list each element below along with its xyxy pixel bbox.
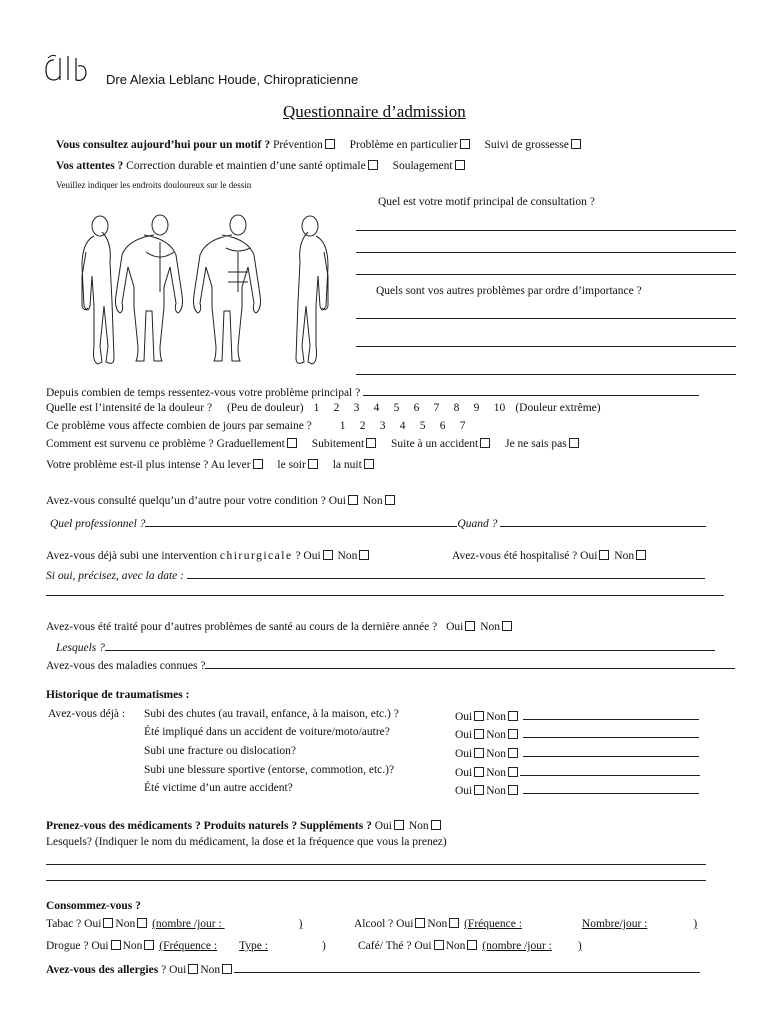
checkbox-trauma1-oui[interactable]	[474, 711, 484, 721]
consult-row: Avez-vous consulté quelqu’un d’autre pour votre condition ? Oui Non	[46, 495, 397, 507]
treated-row: Avez-vous été traité pour d’autres problèmes de santé au cours de la dernière année ? Oui Non	[46, 621, 514, 633]
checkbox-trauma4-non[interactable]	[508, 767, 518, 777]
allergies-row: Avez-vous des allergies ? Oui Non	[46, 961, 700, 976]
checkbox-correction[interactable]	[368, 160, 378, 170]
checkbox-trauma2-non[interactable]	[508, 729, 518, 739]
checkbox-trauma5-oui[interactable]	[474, 785, 484, 795]
logo-icon	[44, 52, 96, 84]
checkbox-hospital-non[interactable]	[636, 550, 646, 560]
onset-row: Comment est survenu ce problème ? Graduellement Subitement Suite à un accident Je ne sais pas	[46, 438, 581, 450]
precise-input[interactable]	[187, 567, 705, 579]
checkbox-consult-oui[interactable]	[348, 495, 358, 505]
page-title: Questionnaire d’admission	[283, 102, 466, 121]
days-4[interactable]: 4	[399, 420, 406, 432]
answer-line-1[interactable]	[356, 230, 736, 231]
intensity-6[interactable]: 6	[413, 402, 420, 414]
checkbox-surgery-oui[interactable]	[323, 550, 333, 560]
figure-back-icon	[116, 215, 183, 361]
figure-front-icon	[194, 215, 261, 361]
days-6[interactable]: 6	[439, 420, 446, 432]
trauma-answer: Oui Non	[455, 708, 699, 723]
trauma-answer: Oui Non	[455, 726, 699, 741]
drogue-type-input[interactable]	[268, 940, 322, 952]
precise-line-2[interactable]	[46, 595, 724, 596]
professional-row: Quel professionnel ? Quand ?	[50, 515, 706, 530]
checkbox-trauma3-oui[interactable]	[474, 748, 484, 758]
answer-line-2[interactable]	[356, 252, 736, 253]
trauma-prefix: Avez-vous déjà :	[48, 708, 126, 720]
drogue-row: Drogue ? Oui Non (Fréquence : Type : )	[46, 940, 326, 952]
checkbox-prevention[interactable]	[325, 139, 335, 149]
alcool-freq-input[interactable]	[522, 918, 582, 930]
intensity-7[interactable]: 7	[433, 402, 440, 414]
trauma-heading: Historique de traumatismes :	[46, 689, 190, 701]
trauma-item: Subi une fracture ou dislocation?	[144, 745, 297, 757]
checkbox-trauma2-oui[interactable]	[474, 729, 484, 739]
drogue-freq-input[interactable]	[217, 940, 239, 952]
days-5[interactable]: 5	[419, 420, 426, 432]
trauma-answer: Oui Non	[455, 782, 699, 797]
checkbox-tabac-non[interactable]	[137, 918, 147, 928]
clinic-name: Dre Alexia Leblanc Houde, Chiropraticienne	[106, 72, 359, 87]
intensity-row: Quelle est l’intensité de la douleur ? (Peu de douleur) 1 2 3 4 5 6 7 8 9 10 (Douleur extrême)	[46, 402, 601, 414]
checkbox-accident[interactable]	[480, 438, 490, 448]
checkbox-subitement[interactable]	[366, 438, 376, 448]
checkbox-alcool-non[interactable]	[449, 918, 459, 928]
trauma-item: Été victime d’un autre accident?	[144, 782, 293, 794]
lesquels-row: Lesquels ?	[56, 639, 715, 654]
meds-line-2[interactable]	[46, 880, 706, 881]
meds-sub: Lesquels? (Indiquer le nom du médicament, la dose et la fréquence que vous la prenez)	[46, 836, 447, 848]
lesquels-input[interactable]	[105, 639, 715, 651]
motif-row: Vous consultez aujourd’hui pour un motif ? Prévention Problème en particulier Suivi de grossesse	[56, 139, 583, 151]
allergies-input[interactable]	[234, 961, 700, 973]
checkbox-trauma1-non[interactable]	[508, 711, 518, 721]
checkbox-treated-non[interactable]	[502, 621, 512, 631]
trauma-item: Été impliqué dans un accident de voiture/moto/autre?	[144, 726, 390, 738]
intensity-5[interactable]: 5	[393, 402, 400, 414]
checkbox-treated-oui[interactable]	[465, 621, 475, 631]
checkbox-alcool-oui[interactable]	[415, 918, 425, 928]
cafe-input[interactable]	[552, 940, 578, 952]
surgery-row: Avez-vous déjà subi une intervention chirurgicale ? Oui Non	[46, 550, 371, 562]
answer-line-3[interactable]	[356, 274, 736, 275]
cafe-row: Café/ Thé ? Oui Non (nombre /jour : )	[358, 940, 582, 952]
alcool-nb-input[interactable]	[647, 918, 693, 930]
since-input[interactable]	[363, 384, 699, 396]
figure-side-left-icon	[82, 216, 114, 364]
checkbox-graduellement[interactable]	[287, 438, 297, 448]
checkbox-trauma4-oui[interactable]	[474, 767, 484, 777]
meds-row: Prenez-vous des médicaments ? Produits naturels ? Suppléments ? Oui Non	[46, 820, 443, 832]
diagram-note: Veuillez indiquer les endroits douloureux sur le dessin	[56, 180, 252, 190]
intensity-2[interactable]: 2	[333, 402, 340, 414]
checkbox-allergies-non[interactable]	[222, 964, 232, 974]
checkbox-meds-oui[interactable]	[394, 820, 404, 830]
intensity-4[interactable]: 4	[373, 402, 380, 414]
body-diagram[interactable]	[76, 212, 338, 374]
tabac-row: Tabac ? Oui Non (nombre /jour : )	[46, 918, 303, 930]
intensity-3[interactable]: 3	[353, 402, 360, 414]
answer-line-4[interactable]	[356, 318, 736, 319]
checkbox-hospital-oui[interactable]	[599, 550, 609, 560]
tabac-input[interactable]	[225, 918, 299, 930]
trauma5-input[interactable]	[523, 782, 699, 794]
checkbox-au-lever[interactable]	[253, 459, 263, 469]
intensity-8[interactable]: 8	[453, 402, 460, 414]
trauma-item: Subi des chutes (au travail, enfance, à la maison, etc.) ?	[144, 708, 399, 720]
intensity-1[interactable]: 1	[313, 402, 320, 414]
checkbox-trauma5-non[interactable]	[508, 785, 518, 795]
diseases-row: Avez-vous des maladies connues ?	[46, 657, 735, 672]
checkbox-grossesse[interactable]	[571, 139, 581, 149]
checkbox-tabac-oui[interactable]	[103, 918, 113, 928]
checkbox-meds-non[interactable]	[431, 820, 441, 830]
professional-input[interactable]	[145, 515, 457, 527]
checkbox-soulagement[interactable]	[455, 160, 465, 170]
days-1[interactable]: 1	[339, 420, 346, 432]
checkbox-drogue-oui[interactable]	[111, 940, 121, 950]
trauma2-input[interactable]	[523, 726, 699, 738]
consumption-heading: Consommez-vous ?	[46, 900, 141, 912]
meds-line-1[interactable]	[46, 864, 706, 865]
checkbox-probleme[interactable]	[460, 139, 470, 149]
checkbox-allergies-oui[interactable]	[188, 964, 198, 974]
checkbox-drogue-non[interactable]	[144, 940, 154, 950]
days-7[interactable]: 7	[459, 420, 466, 432]
precise-row: Si oui, précisez, avec la date :	[46, 567, 705, 582]
trauma1-input[interactable]	[523, 708, 699, 720]
checkbox-cafe-non[interactable]	[467, 940, 477, 950]
checkbox-surgery-non[interactable]	[359, 550, 369, 560]
hospital-row: Avez-vous été hospitalisé ? Oui Non	[452, 550, 648, 562]
checkbox-cafe-oui[interactable]	[434, 940, 444, 950]
figure-side-right-icon	[296, 216, 328, 364]
checkbox-consult-non[interactable]	[385, 495, 395, 505]
intensity-9[interactable]: 9	[473, 402, 480, 414]
checkbox-trauma3-non[interactable]	[508, 748, 518, 758]
days-2[interactable]: 2	[359, 420, 366, 432]
intensity-10[interactable]: 10	[493, 402, 506, 414]
question-motif-principal: Quel est votre motif principal de consultation ?	[378, 196, 595, 208]
trauma-item: Subi une blessure sportive (entorse, commotion, etc.)?	[144, 764, 395, 776]
trauma3-input[interactable]	[523, 745, 699, 757]
worse-row: Votre problème est-il plus intense ? Au lever le soir la nuit	[46, 459, 376, 471]
attentes-row: Vos attentes ? Correction durable et maintien d’une santé optimale Soulagement	[56, 160, 467, 172]
trauma-answer: Oui Non	[455, 745, 699, 760]
trauma4-input[interactable]	[520, 764, 700, 776]
question-autres-problemes: Quels sont vos autres problèmes par ordre d’importance ?	[376, 285, 642, 297]
checkbox-la-nuit[interactable]	[364, 459, 374, 469]
checkbox-le-soir[interactable]	[308, 459, 318, 469]
answer-line-6[interactable]	[356, 374, 736, 375]
alcool-row: Alcool ? Oui Non (Fréquence : Nombre/jour : )	[354, 918, 698, 930]
days-3[interactable]: 3	[379, 420, 386, 432]
quand-input[interactable]	[500, 515, 706, 527]
days-row: Ce problème vous affecte combien de jours par semaine ? 1 2 3 4 5 6 7	[46, 420, 473, 432]
checkbox-ne-sais-pas[interactable]	[569, 438, 579, 448]
trauma-answer: Oui Non	[455, 764, 700, 779]
since-row: Depuis combien de temps ressentez-vous votre problème principal ?	[46, 384, 699, 399]
answer-line-5[interactable]	[356, 346, 736, 347]
diseases-input[interactable]	[205, 657, 735, 669]
